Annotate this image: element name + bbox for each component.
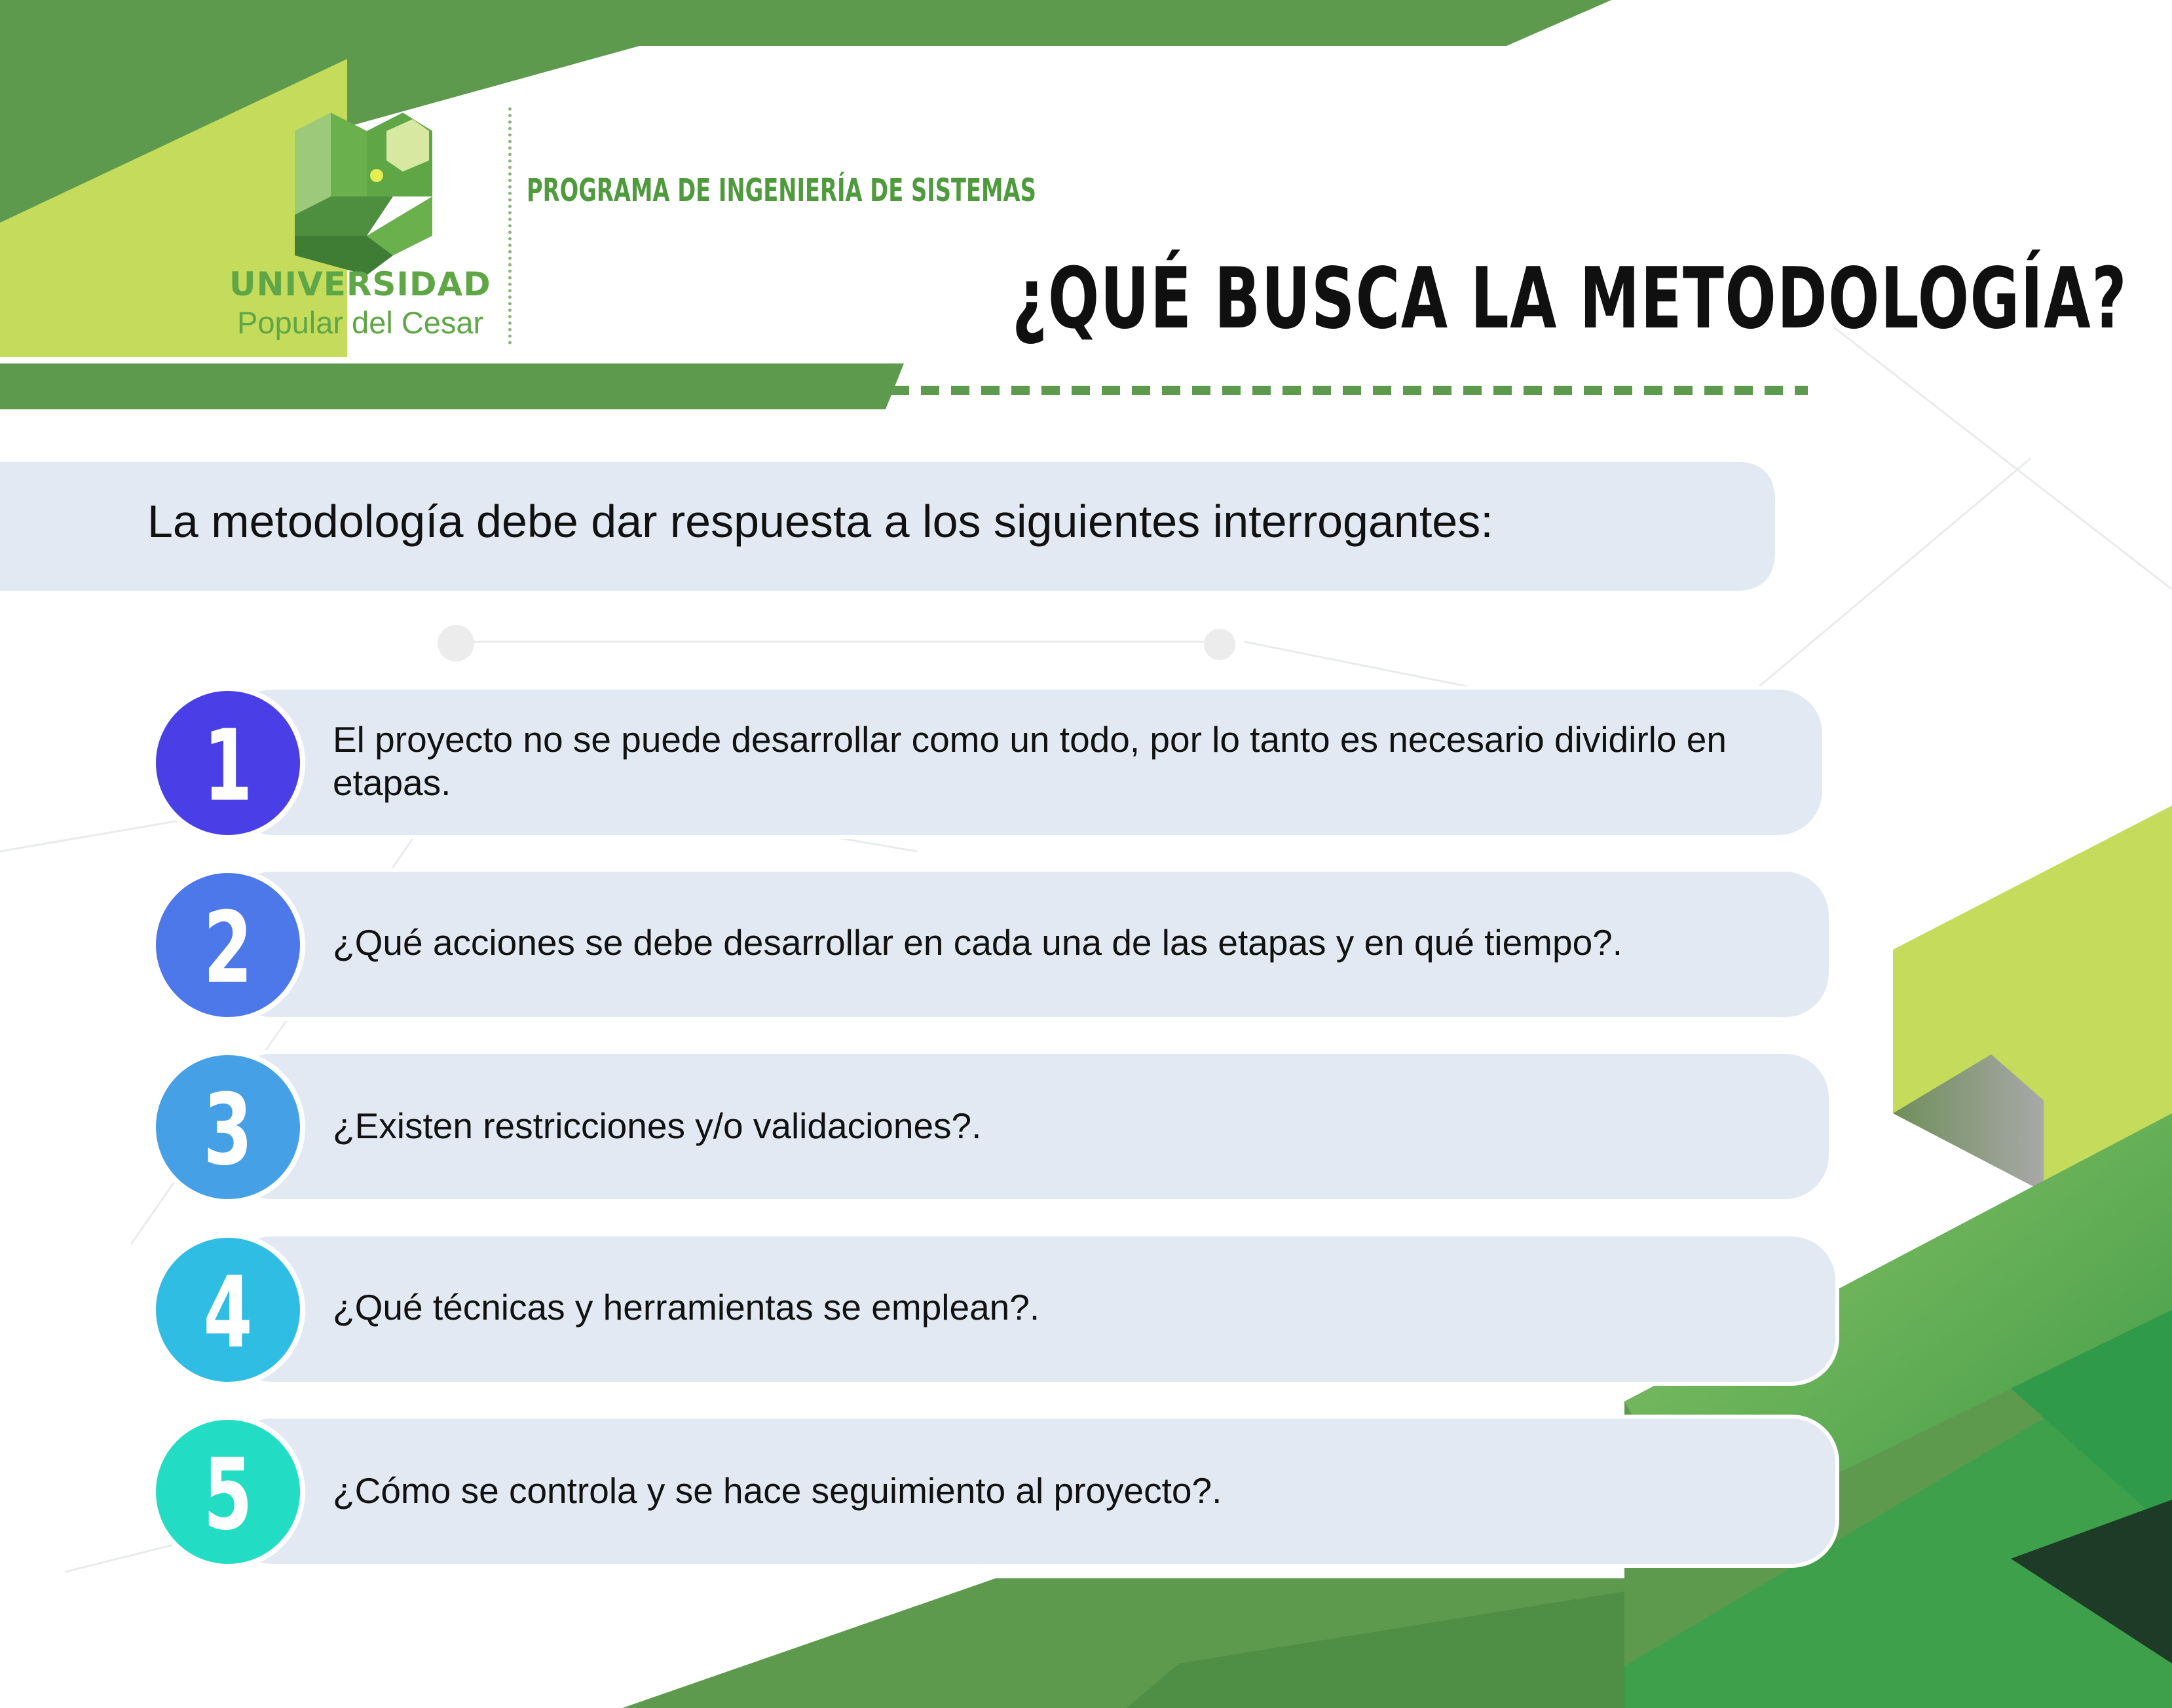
question-number-1: 1 [203,709,253,823]
question-number-5: 5 [203,1438,253,1552]
program-name: PROGRAMA DE INGENIERÍA DE SISTEMAS [527,172,1036,209]
question-number-2: 2 [203,891,253,1005]
header-divider [508,107,512,344]
university-logo-text: UNIVERSIDAD [229,265,491,303]
upc-logo-icon [295,113,432,275]
page-title: ¿QUÉ BUSCA LA METODOLOGÍA? [1012,250,2127,348]
question-text-1: El proyecto no se puede desarrollar como un todo, por lo tanto es necesario dividirlo en etapas. [333,719,1727,803]
question-number-3: 3 [203,1073,253,1187]
question-text-2: ¿Qué acciones se debe desarrollar en cada una de las etapas y en qué tiempo?. [333,922,1623,963]
question-text-3: ¿Existen restricciones y/o validaciones?. [333,1105,982,1146]
university-logo-subtitle: Popular del Cesar [237,305,484,340]
question-number-4: 4 [203,1256,253,1370]
question-text-4: ¿Qué técnicas y herramientas se emplean?. [333,1287,1040,1327]
intro-text: La metodología debe dar respuesta a los siguientes interrogantes: [147,496,1493,547]
question-text-5: ¿Cómo se controla y se hace seguimiento al proyecto?. [333,1470,1222,1511]
